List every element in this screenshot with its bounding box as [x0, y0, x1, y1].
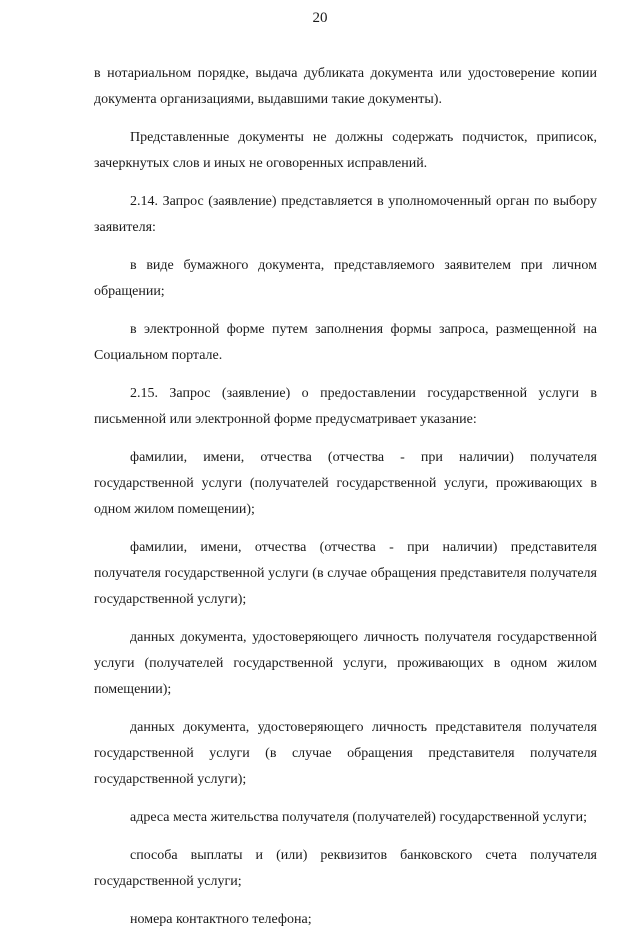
list-item-representative-name: фамилии, имени, отчества (отчества - при наличии) представителя получателя государственной услуги (в случае обращения представителя получателя государственной услуги); [94, 540, 597, 607]
list-item-recipient-name: фамилии, имени, отчества (отчества - при наличии) получателя государственной услуги (получателей государственной услуги, проживающих в одном жилом помещении); [94, 450, 597, 517]
list-item-payment-method: способа выплаты и (или) реквизитов банковского счета получателя государственной услуги; [94, 848, 597, 889]
paragraph-paper-form: в виде бумажного документа, представляемого заявителем при личном обращении; [94, 258, 597, 299]
paragraph-continuation: в нотариальном порядке, выдача дубликата документа или удостоверение копии документа организациями, выдавшими такие документы). [94, 66, 597, 107]
paragraph-electronic-form: в электронной форме путем заполнения формы запроса, размещенной на Социальном портале. [94, 322, 597, 363]
paragraph-2-14: 2.14. Запрос (заявление) представляется в уполномоченный орган по выбору заявителя: [94, 194, 597, 235]
list-item-recipient-id-document: данных документа, удостоверяющего личность получателя государственной услуги (получателей государственной услуги, проживающих в одном жилом помещении); [94, 630, 597, 697]
list-item-representative-id-document: данных документа, удостоверяющего личность представителя получателя государственной услуги (в случае обращения представителя получателя государственной услуги); [94, 720, 597, 787]
page-number: 20 [312, 10, 328, 26]
paragraph-no-corrections: Представленные документы не должны содержать подчисток, приписок, зачеркнутых слов и иных не оговоренных исправлений. [94, 130, 597, 171]
list-item-residence-address: адреса места жительства получателя (получателей) государственной услуги; [130, 810, 588, 825]
paragraph-2-15: 2.15. Запрос (заявление) о предоставлении государственной услуги в письменной или электронной форме предусматривает указание: [94, 386, 597, 427]
list-item-contact-phone: номера контактного телефона; [130, 912, 312, 927]
document-body [94, 61, 597, 945]
